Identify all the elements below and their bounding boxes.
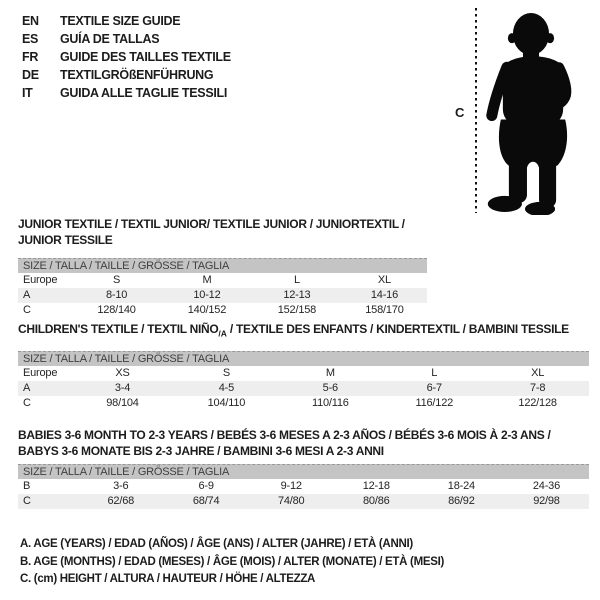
table-title-line	[18, 321, 589, 341]
language-label: TEXTILE SIZE GUIDE	[60, 14, 181, 28]
value-cell: 10-12	[193, 289, 221, 301]
value-cell: 12-18	[362, 480, 390, 492]
language-row	[22, 84, 231, 102]
row-label-cell: C	[23, 495, 31, 507]
value-cell: 80/86	[363, 495, 390, 507]
row-label-cell: C	[23, 304, 31, 316]
size-table	[18, 479, 589, 509]
size-header-bar	[18, 351, 589, 366]
value-cell: 122/128	[518, 397, 557, 410]
language-label: GUIDE DES TAILLES TEXTILE	[60, 50, 231, 64]
column-header-cell: M	[325, 367, 335, 380]
language-code: IT	[22, 86, 33, 100]
value-cell: 110/116	[311, 397, 349, 410]
row-label-cell: A	[23, 289, 31, 301]
column-header-cell: S	[112, 274, 121, 286]
table-title-text: BABYS 3-6 MONATE BIS 2-3 JAHRE / BAMBINI 3-6 MESI A 2-3 ANNI	[18, 444, 384, 458]
column-header-cell: M	[202, 274, 212, 286]
value-cell: 7-8	[529, 382, 546, 395]
table-title-line	[18, 427, 589, 443]
size-table-section-2	[18, 427, 589, 509]
language-row	[22, 30, 231, 48]
table-row	[18, 381, 589, 396]
column-header-cell: Europe	[23, 274, 58, 286]
value-cell: 98/104	[106, 397, 139, 410]
value-cell: 3-6	[113, 480, 129, 492]
language-label: TEXTILGRÖßENFÜHRUNG	[60, 68, 214, 82]
value-cell: 3-4	[114, 382, 131, 395]
language-code: EN	[22, 14, 39, 28]
value-cell: 24-36	[532, 480, 561, 492]
value-cell: 86/92	[448, 495, 475, 507]
height-dotted-line	[475, 8, 477, 213]
size-table-section-1	[18, 321, 589, 411]
value-cell: 128/140	[97, 304, 136, 316]
size-header-label: SIZE / TALLA / TAILLE / GRÖSSE / TAGLIA	[23, 353, 230, 366]
value-cell: 9-12	[280, 480, 302, 492]
column-header-cell: S	[222, 367, 230, 380]
table-title-text: /A	[218, 328, 227, 339]
value-cell: 104/110	[207, 397, 246, 410]
table-row	[18, 494, 589, 509]
value-cell: 6-9	[198, 480, 214, 492]
size-header-bar	[18, 258, 427, 273]
size-table	[18, 273, 427, 318]
value-cell: 12-13	[283, 289, 311, 301]
legend-line: A. AGE (YEARS) / EDAD (AÑOS) / ÂGE (ANS) / ALTER (JAHRE) / ETÀ (ANNI)	[20, 538, 413, 550]
table-title-line	[18, 216, 427, 248]
column-header-cell: L	[293, 274, 300, 286]
table-title-line	[18, 443, 589, 459]
language-row	[22, 12, 231, 30]
size-table	[18, 366, 589, 411]
language-list	[22, 12, 231, 102]
table-title-text: / TEXTILE DES ENFANTS / KINDERTEXTIL / BAMBINI TESSILE	[226, 322, 569, 336]
value-cell: 6-7	[426, 382, 442, 395]
row-label-cell: A	[23, 382, 31, 395]
table-title	[18, 427, 589, 459]
value-cell: 140/152	[187, 304, 227, 316]
row-label-cell: B	[23, 480, 31, 492]
column-header-row	[18, 366, 589, 381]
size-header-bar	[18, 464, 589, 479]
table-title	[18, 321, 589, 341]
table-title-text: CHILDREN'S TEXTILE / TEXTIL NIÑO	[18, 322, 219, 336]
value-cell: 5-6	[322, 382, 338, 395]
language-code: FR	[22, 50, 39, 64]
language-row	[22, 66, 231, 84]
column-header-cell: Europe	[23, 367, 58, 380]
value-cell: 68/74	[192, 495, 220, 507]
table-row	[18, 479, 589, 494]
value-cell: 18-24	[447, 480, 475, 492]
column-header-cell: XL	[531, 367, 545, 380]
column-header-cell: XS	[115, 367, 130, 380]
size-header-label: SIZE / TALLA / TAILLE / GRÖSSE / TAGLIA	[23, 260, 230, 272]
language-label: GUÍA DE TALLAS	[60, 32, 160, 46]
column-header-row	[18, 273, 427, 288]
size-table-section-0	[18, 216, 427, 318]
legend	[20, 536, 444, 589]
legend-line: B. AGE (MONTHS) / EDAD (MESES) / ÂGE (MOIS) / ALTER (MONATE) / ETÀ (MESI)	[20, 555, 445, 568]
language-code: DE	[22, 68, 39, 82]
value-cell: 4-5	[218, 382, 235, 395]
value-cell: 8-10	[105, 289, 128, 301]
column-header-cell: L	[431, 367, 438, 380]
table-title-text: JUNIOR TEXTILE / TEXTIL JUNIOR/ TEXTILE JUNIOR / JUNIORTEXTIL / JUNIOR TESSILE	[18, 217, 405, 247]
column-header-cell: XL	[377, 274, 391, 286]
value-cell: 152/158	[277, 304, 317, 316]
value-cell: 158/170	[365, 304, 404, 316]
value-cell: 92/98	[533, 495, 560, 507]
value-cell: 74/80	[277, 495, 305, 507]
table-title	[18, 216, 427, 248]
baby-silhouette-icon	[486, 7, 580, 215]
value-cell: 14-16	[370, 289, 399, 301]
table-row	[18, 396, 589, 411]
language-label: GUIDA ALLE TAGLIE TESSILI	[60, 86, 228, 100]
language-row	[22, 48, 231, 66]
language-code: ES	[22, 32, 39, 46]
height-c-label: C	[455, 105, 465, 120]
row-label-cell: C	[23, 397, 31, 410]
size-header-label: SIZE / TALLA / TAILLE / GRÖSSE / TAGLIA	[23, 466, 230, 478]
table-row	[18, 288, 427, 303]
table-row	[18, 303, 427, 318]
baby-height-figure	[450, 5, 598, 217]
legend-line: C. (cm) HEIGHT / ALTURA / HAUTEUR / HÖHE / ALTEZZA	[20, 573, 316, 585]
value-cell: 62/68	[107, 495, 135, 507]
table-title-text: BABIES 3-6 MONTH TO 2-3 YEARS / BEBÉS 3-6 MESES A 2-3 AÑOS / BÉBÉS 3-6 MOIS À 2-3 ANS /	[18, 428, 551, 442]
value-cell: 116/122	[415, 397, 454, 410]
